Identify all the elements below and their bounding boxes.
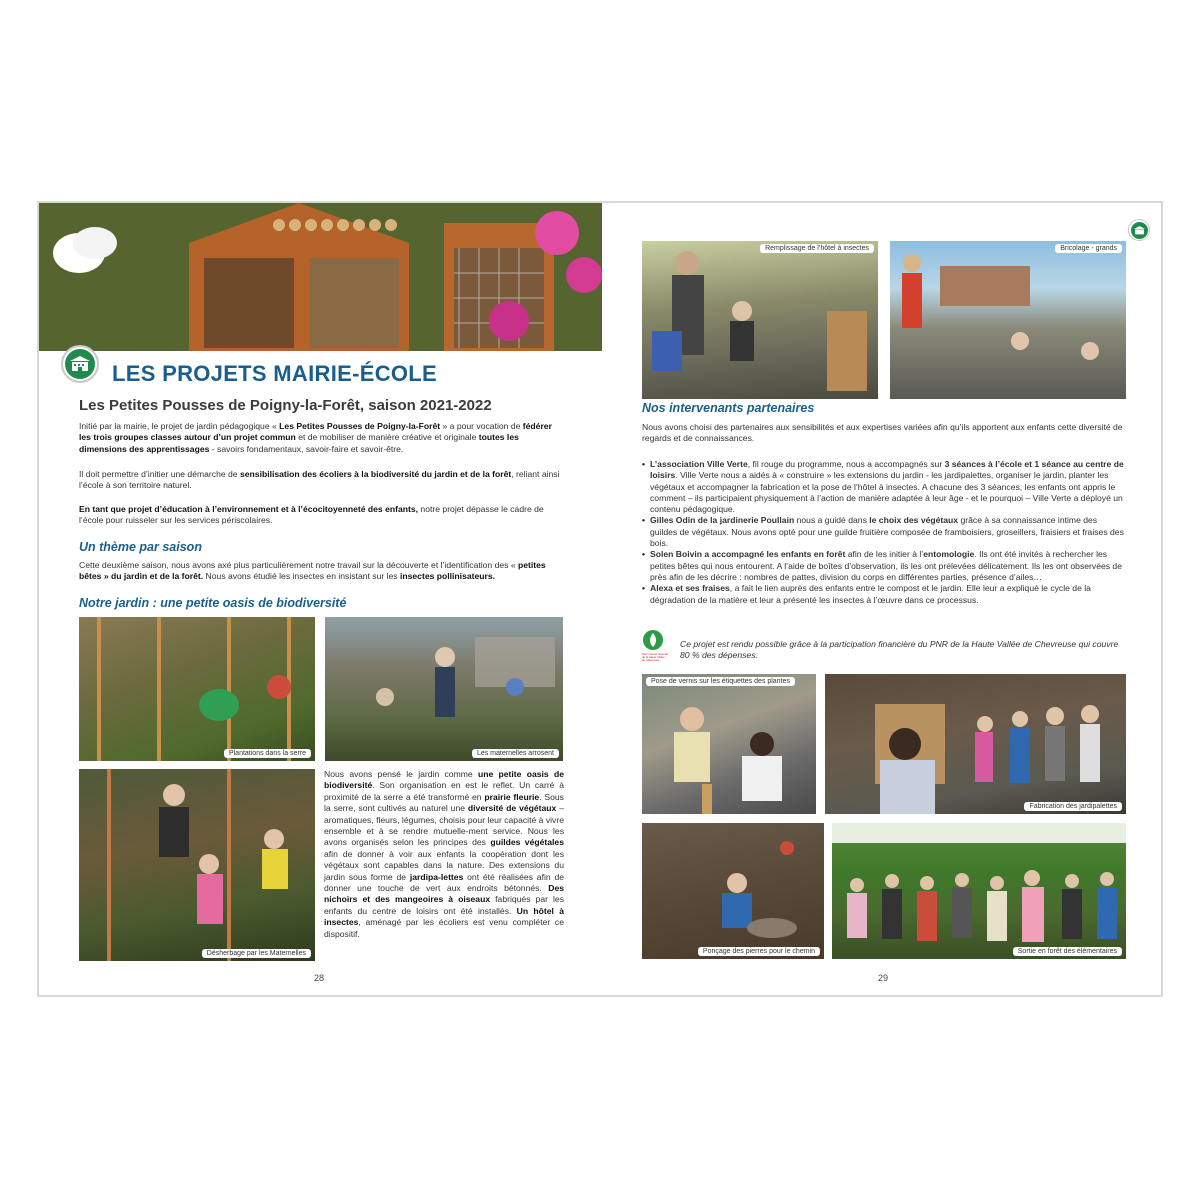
magazine-spread — [37, 201, 1163, 997]
photo-bricolage-grands — [890, 241, 1126, 399]
partners-intro: Nous avons choisi des partenaires aux sensibilités et aux expertises variées afin qu’ils apportent aux enfants cette diversité de regards et de connaissances. — [642, 422, 1123, 444]
school-building-icon — [1131, 222, 1148, 239]
caption-vernis: Pose de vernis sur les étiquettes des plantes — [646, 677, 795, 686]
caption-hotel: Remplissage de l’hôtel à insectes — [760, 244, 874, 253]
section-title-theme: Un thème par saison — [79, 540, 202, 554]
photo-sortie-foret — [832, 823, 1126, 959]
caption-foret: Sortie en forêt des élémentaires — [1013, 947, 1122, 956]
photo-desherbage-maternelles — [79, 769, 315, 961]
caption-serre: Plantations dans la serre — [224, 749, 311, 758]
section-title-partners: Nos intervenants partenaires — [642, 401, 815, 415]
photo-fabrication-jardipalettes — [825, 674, 1126, 814]
partner-item: • Gilles Odin de la jardinerie Poullain nous a guidé dans le choix des végétaux grâce à sa connaissance intime des guildes de végétaux. Nous avons opté pour une guilde fruitière composée de framboisiers, groseillers, fraisiers et fraises des bois. — [642, 515, 1126, 549]
page-title: LES PROJETS MAIRIE-ÉCOLE — [112, 361, 438, 386]
partner-item: • Alexa et ses fraises, a fait le lien auprès des enfants entre le compost et le jardin. Elle leur a expliqué le cycle de la dégradation de la matière et leur a présenté les insectes à l’œuvre dans ce processus. — [642, 583, 1126, 606]
insect-hotel-illustration — [39, 203, 602, 351]
page-subtitle: Les Petites Pousses de Poigny-la-Forêt, saison 2021-2022 — [79, 397, 492, 414]
photo-plantations-serre — [79, 617, 315, 761]
school-building-icon — [65, 349, 95, 379]
photo-maternelles-arrosent — [325, 617, 563, 761]
caption-bricolage: Bricolage - grands — [1055, 244, 1122, 253]
photo-vernis-etiquettes — [642, 674, 816, 814]
caption-arrosent: Les maternelles arrosent — [472, 749, 559, 758]
intro-paragraph-2: Il doit permettre d’initier une démarche de sensibilisation des écoliers à la biodiversité du jardin et de la forêt, reliant ainsi l’école à son territoire naturel. — [79, 469, 560, 491]
garden-paragraph: Nous avons pensé le jardin comme une petite oasis de biodiversité. Son organisation en est le reflet. Un carré à proximité de la serre a été transformé en prairie fleurie. Sous la serre, sont cultivés au naturel une diversité de végétaux – aromatiques, fleurs, légumes, choisis pour leur capacité à vivre ensemble et à se rendre mutuelle-ment service. Nous les avons organisés selon les principes des guildes végétales afin de donner à voir aux enfants la coopération dont les végétaux sont capables dans la nature. Des extensions du jardin sous forme de jardipa-lettes ont été réalisées afin de donner une touche de vert aux endroits bétonnés. Des nichoirs et des mangeoires à oiseaux fabriqués par les enfants du centre de loisirs ont été installés. Un hôtel à insectes, aménagé par les écoliers est venu compléter ce dispositif. — [324, 769, 565, 939]
intro-paragraph: Initié par la mairie, le projet de jardin pédagogique « Les Petites Pousses de Poigny-la-Forêt » a pour vocation de fédérer les trois groupes classes autour d’un projet commun et de mobiliser de manière créative et originale toutes les dimensions des apprentissages - savoirs fondamentaux, savoir-faire et savoir-être. — [79, 421, 552, 454]
partner-item: • L’association Ville Verte, fil rouge du programme, nous a accompagnés sur 3 séances à l’école et 1 séance au centre de loisirs. Ville Verte nous a aidés à « construire » les extensions du jardin - les jardipalettes, organiser le jardin, planter les végétaux et accompagner la fabrication et la pose de l’hôtel à insectes. A chacune des 3 séances, les enfants ont appris le comment – ils participaient physiquement à l’action de manière adaptée à leur âge - et le pourquoi – Ville Verte a déployé un contenu pédagogique. — [642, 459, 1126, 515]
theme-paragraph: Cette deuxième saison, nous avons axé plus particulièrement notre travail sur la découverte et l’identification des « petites bêtes » du jardin et de la forêt. Nous avons étudié les insectes en insistant sur les insectes pollinisateurs. — [79, 560, 546, 582]
right-page — [602, 203, 1163, 995]
caption-desherbage: Désherbage par les Maternelles — [202, 949, 311, 958]
pnr-logo — [642, 629, 668, 671]
school-badge-small — [1128, 219, 1150, 241]
caption-jardipalettes: Fabrication des jardipalettes — [1024, 802, 1122, 811]
partners-list — [642, 459, 1126, 606]
funding-note: Ce projet est rendu possible grâce à la participation financière du PNR de la Haute Vallée de Chevreuse qui couvre 80 % des dépenses. — [680, 639, 1119, 661]
intro-paragraph-3: En tant que projet d’éducation à l’environnement et à l’écocitoyenneté des enfants, notre projet dépasse le cadre de l’école pour ruisseler sur les services périscolaires. — [79, 504, 544, 526]
left-page — [39, 203, 602, 995]
school-badge — [61, 345, 99, 383]
page-number-right: 29 — [878, 973, 889, 983]
photo-remplissage-hotel — [642, 241, 878, 399]
insect-hotel-header-photo — [39, 203, 602, 351]
section-title-garden: Notre jardin : une petite oasis de biodiversité — [79, 596, 347, 610]
partner-item: • Solen Boivin a accompagné les enfants en forêt afin de les initier à l’entomologie. Ils ont été invités à rechercher les petites bêtes qui nous entourent. A l’aide de boîtes d’observation, ils les ont prélevées délicatement. Ils les ont observées de près afin de les décrire : nombres de pattes, division du corps en différentes parties, présence d’ailes… — [642, 549, 1126, 583]
caption-poncage: Ponçage des pierres pour le chemin — [698, 947, 820, 956]
pnr-logo-text: Parc naturel régional de la Haute Vallée de Chevreuse — [642, 652, 668, 663]
page-number-left: 28 — [314, 973, 325, 983]
photo-poncage-pierres — [642, 823, 824, 959]
